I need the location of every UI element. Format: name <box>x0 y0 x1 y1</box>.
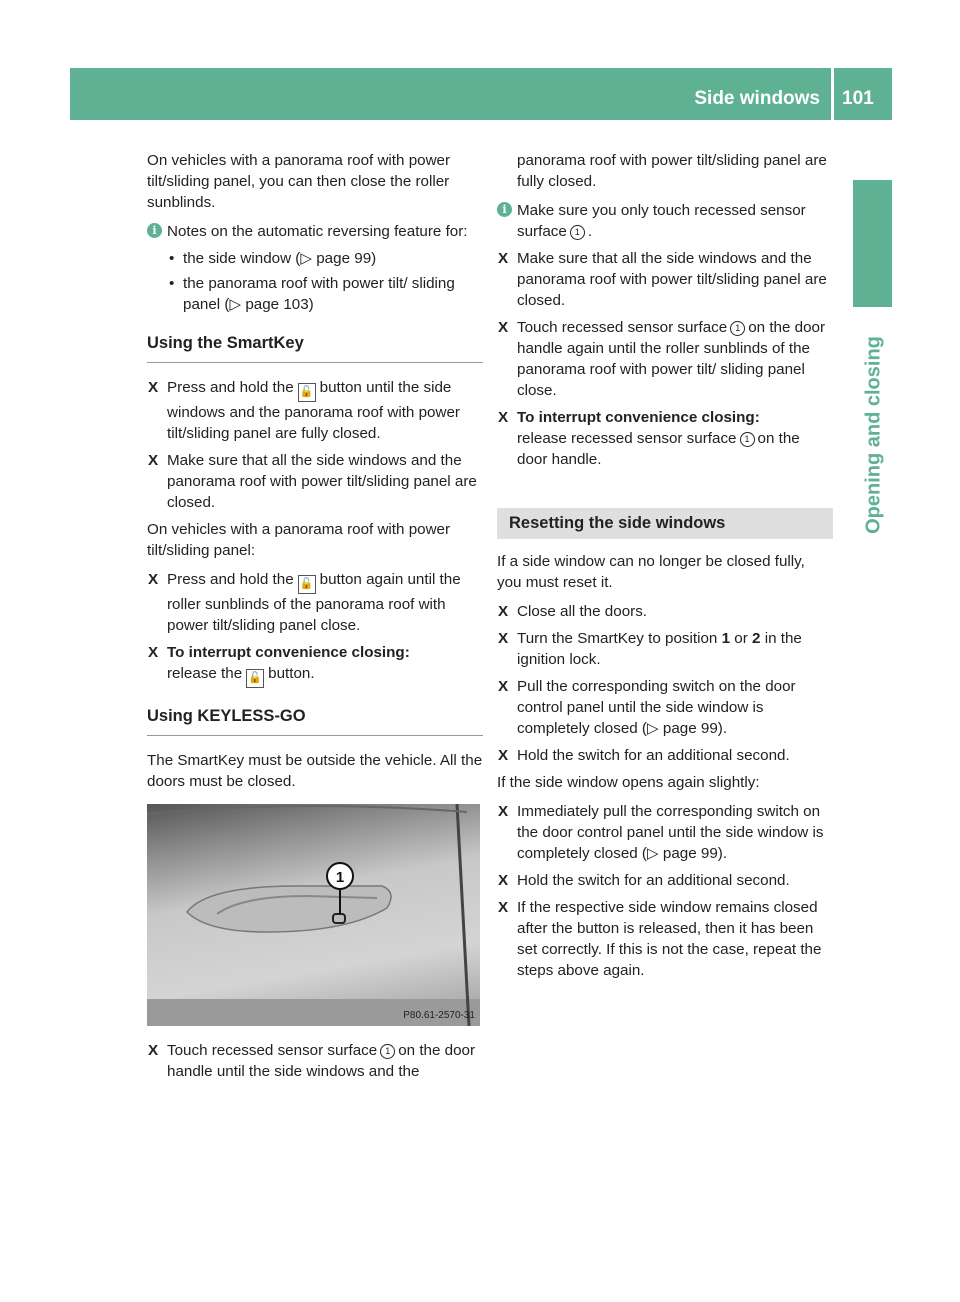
step-text: button. <box>268 665 315 682</box>
step-item <box>147 642 483 688</box>
section-tab-marker <box>853 180 892 307</box>
step-text: Hold the switch for an additional second. <box>517 747 790 764</box>
step-arrow-icon: X <box>498 803 509 820</box>
unlock-key-icon: 🔓 <box>298 383 316 402</box>
section-side-label-text: Opening and closing <box>862 336 885 534</box>
door-handle-illustration <box>147 804 480 1026</box>
continued-text: panorama roof with power tilt/sliding panel are fully closed. <box>517 152 827 190</box>
right-column <box>497 150 833 987</box>
step-text: Make sure that all the side windows and the panorama roof with power tilt/sliding panel are closed. <box>517 250 827 309</box>
info-icon: i <box>497 202 512 217</box>
bullet-icon: • <box>169 275 175 292</box>
step-text: release the <box>167 665 243 682</box>
list-item <box>147 273 483 315</box>
step-text: If the respective side window remains closed after the button is released, then it has been set correctly. If this is not the case, repeat the steps above again. <box>517 899 822 979</box>
header-separator <box>831 68 834 120</box>
step-item <box>497 870 833 891</box>
bullet-icon: • <box>169 250 175 267</box>
section-heading-keyless: Using KEYLESS-GO <box>147 706 483 736</box>
step-arrow-icon: X <box>498 630 509 647</box>
bullet-text: the side window (▷ page 99) <box>183 250 377 267</box>
step-text: Touch recessed sensor surface <box>167 1042 378 1059</box>
step-item <box>497 407 833 470</box>
page-title: Side windows <box>694 88 820 109</box>
step-text: Pull the corresponding switch on the door control panel until the side window is completely closed (▷ page 99). <box>517 678 796 737</box>
step-arrow-icon: X <box>498 409 509 426</box>
step-item <box>497 317 833 401</box>
door-handle-photo <box>147 804 480 1026</box>
step-item <box>147 377 483 444</box>
position-2: 2 <box>752 630 761 647</box>
step-arrow-icon: X <box>498 678 509 695</box>
step-item <box>147 450 483 513</box>
step-item <box>497 745 833 766</box>
step-arrow-icon: X <box>148 571 159 588</box>
list-item <box>147 248 483 269</box>
step-arrow-icon: X <box>498 250 509 267</box>
step-text: Immediately pull the corresponding switch on the door control panel until the side window is completely closed (▷ page 99). <box>517 803 824 862</box>
unlock-key-icon: 🔓 <box>298 575 316 594</box>
intro-paragraph: On vehicles with a panorama roof with power tilt/sliding panel, you can then close the roller sunblinds. <box>147 152 451 211</box>
left-column <box>147 150 483 1088</box>
step-item <box>497 897 833 981</box>
step-item <box>497 628 833 670</box>
step-text: Turn the SmartKey to position <box>517 630 718 647</box>
step-text: on the door handle until the side windows and the <box>167 1042 476 1080</box>
paragraph: If the side window opens again slightly: <box>497 774 760 791</box>
section-side-label <box>856 320 892 550</box>
step-text: Press and hold the <box>167 379 294 396</box>
photo-code: P80.61-2570-31 <box>403 1010 475 1021</box>
step-text: on the door handle again until the roller sunblinds of the panorama roof with power tilt/ sliding panel close. <box>517 319 826 399</box>
info-text: . <box>587 223 593 240</box>
step-arrow-icon: X <box>148 644 159 661</box>
step-text: in the ignition lock. <box>517 630 802 668</box>
step-text: or <box>734 630 748 647</box>
step-text: button until the side windows and the panorama roof with power tilt/sliding panel are fully closed. <box>167 379 460 442</box>
step-item <box>147 569 483 636</box>
step-text: Touch recessed sensor surface <box>517 319 728 336</box>
step-arrow-icon: X <box>148 452 159 469</box>
callout-1-icon: 1 <box>730 321 745 336</box>
step-text: Press and hold the <box>167 571 294 588</box>
step-arrow-icon: X <box>498 319 509 336</box>
position-1: 1 <box>721 630 731 647</box>
step-item <box>497 801 833 864</box>
step-arrow-icon: X <box>148 379 159 396</box>
step-text: on the door handle. <box>517 430 800 468</box>
step-heading: To interrupt convenience closing: <box>167 644 410 661</box>
step-text: Make sure that all the side windows and the panorama roof with power tilt/sliding panel are closed. <box>167 452 477 511</box>
paragraph: If a side window can no longer be closed fully, you must reset it. <box>497 553 805 591</box>
step-item <box>147 1040 483 1082</box>
step-arrow-icon: X <box>148 1042 159 1059</box>
step-heading: To interrupt convenience closing: <box>517 409 760 426</box>
callout-1-icon: 1 <box>380 1044 395 1059</box>
step-item <box>497 676 833 739</box>
info-icon: i <box>147 223 162 238</box>
info-note <box>147 221 483 242</box>
page-number: 101 <box>842 88 874 109</box>
step-text: button again until the roller sunblinds of the panorama roof with power tilt/sliding panel close. <box>167 571 461 634</box>
step-arrow-icon: X <box>498 747 509 764</box>
step-item <box>497 248 833 311</box>
paragraph: The SmartKey must be outside the vehicle. All the doors must be closed. <box>147 752 483 790</box>
info-text: Make sure you only touch recessed sensor surface <box>517 202 806 240</box>
step-arrow-icon: X <box>498 603 509 620</box>
unlock-key-icon: 🔓 <box>246 669 264 688</box>
callout-1-icon: 1 <box>740 432 755 447</box>
callout-number: 1 <box>335 869 345 886</box>
step-text: Close all the doors. <box>517 603 648 620</box>
bullet-text: the panorama roof with power tilt/ sliding panel (▷ page 103) <box>183 275 455 313</box>
info-text: Notes on the automatic reversing feature for: <box>167 223 468 240</box>
section-heading-reset: Resetting the side windows <box>497 508 833 539</box>
step-arrow-icon: X <box>498 899 509 916</box>
step-text: Hold the switch for an additional second. <box>517 872 790 889</box>
info-note <box>497 200 833 242</box>
paragraph: On vehicles with a panorama roof with power tilt/sliding panel: <box>147 521 451 559</box>
step-item <box>497 601 833 622</box>
step-arrow-icon: X <box>498 872 509 889</box>
callout-1-icon: 1 <box>570 225 585 240</box>
step-text: release recessed sensor surface <box>517 430 737 447</box>
section-heading-smartkey: Using the SmartKey <box>147 333 483 363</box>
